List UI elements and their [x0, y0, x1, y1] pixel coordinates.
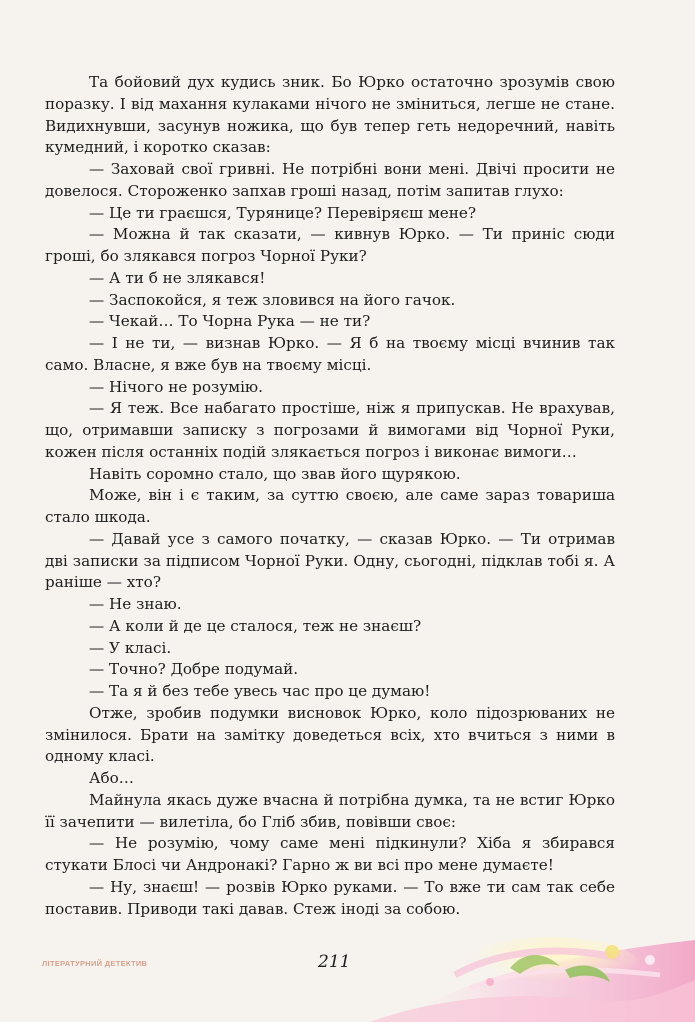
decorative-flourish-illustration [360, 930, 695, 1022]
paragraph: — Заховай свої гривні. Не потрібні вони мені. Двічі просити не довелося. Стороженко запхав гроші назад, потім запитав глухо: [45, 160, 615, 200]
paragraph: Або… [89, 769, 134, 787]
paragraph: Може, він і є таким, за суттю своєю, але саме зараз товариша стало шкода. [45, 486, 615, 526]
paragraph: — Ну, знаєш! — розвів Юрко руками. — То вже ти сам так себе поставив. Приводи такі давав. Стеж іноді за собою. [45, 877, 615, 918]
paragraph: — А ти б не злякався! [89, 268, 266, 287]
paragraph: Навіть соромно стало, що звав його щурякою. [89, 464, 461, 483]
paragraph: — Я теж. Все набагато простіше, ніж я припускав. Не врахував, що, отримавши записку з погрозами й вимогами від Чорної Руки, кожен після останніх подій злякається погроз і виконає вимоги… [45, 399, 615, 461]
paragraph: — Чекай… То Чорна Рука — не ти? [89, 312, 371, 331]
paragraph: — Давай усе з самого початку, — сказав Юрко. — Ти отримав дві записки за підписом Чорної Руки. Одну, сьогодні, підклав тобі я. А раніше — хто? [45, 529, 615, 592]
paragraph: — Заспокойся, я теж зловився на його гачок. [89, 290, 456, 309]
paragraph: — І не ти, — визнав Юрко. — Я б на твоєму місці вчинив так само. Власне, я вже був на твоєму місці. [45, 334, 615, 374]
paragraph: — Та я й без тебе увесь час про це думаю! [89, 682, 431, 700]
paragraph: — Нічого не розумію. [89, 377, 263, 396]
page-number: 211 [318, 952, 351, 972]
paragraph: — Це ти граєшся, Турянице? Перевіряєш мене? [89, 203, 477, 222]
paragraph: — У класі. [89, 638, 172, 657]
paragraph: — Точно? Добре подумай. [89, 660, 299, 679]
paragraph: Майнула якась дуже вчасна й потрібна думка, та не встиг Юрко її зачепити — вилетіла, бо Гліб збив, повівши своє: [45, 790, 615, 831]
paragraph: — А коли й де це сталося, теж не знаєш? [89, 616, 422, 635]
paragraph: Та бойовий дух кудись зник. Бо Юрко остаточно зрозумів свою поразку. І від махання кулаками нічого не зміниться, легше не стане. Видихнувши, засунув ножика, що був тепер геть недоречний, навіть кумедний, і коротко сказав: [45, 73, 615, 157]
paragraph: Отже, зробив подумки висновок Юрко, коло підозрюваних не змінилося. Брати на замітку доведеться всіх, хто вчиться з ними в одному класі. [45, 703, 615, 766]
paragraph: — Можна й так сказати, — кивнув Юрко. — Ти приніс сюди гроші, бо злякався погроз Чорної Руки? [45, 225, 615, 265]
body-text [45, 72, 615, 920]
section-label: ЛІТЕРАТУРНИЙ ДЕТЕКТИВ [42, 959, 148, 968]
paragraph: — Не розумію, чому саме мені підкинули? Хіба я збирався стукати Блосі чи Андронакі? Гарно ж ви всі про мене думаєте! [45, 834, 615, 874]
paragraph: — Не знаю. [89, 595, 182, 613]
